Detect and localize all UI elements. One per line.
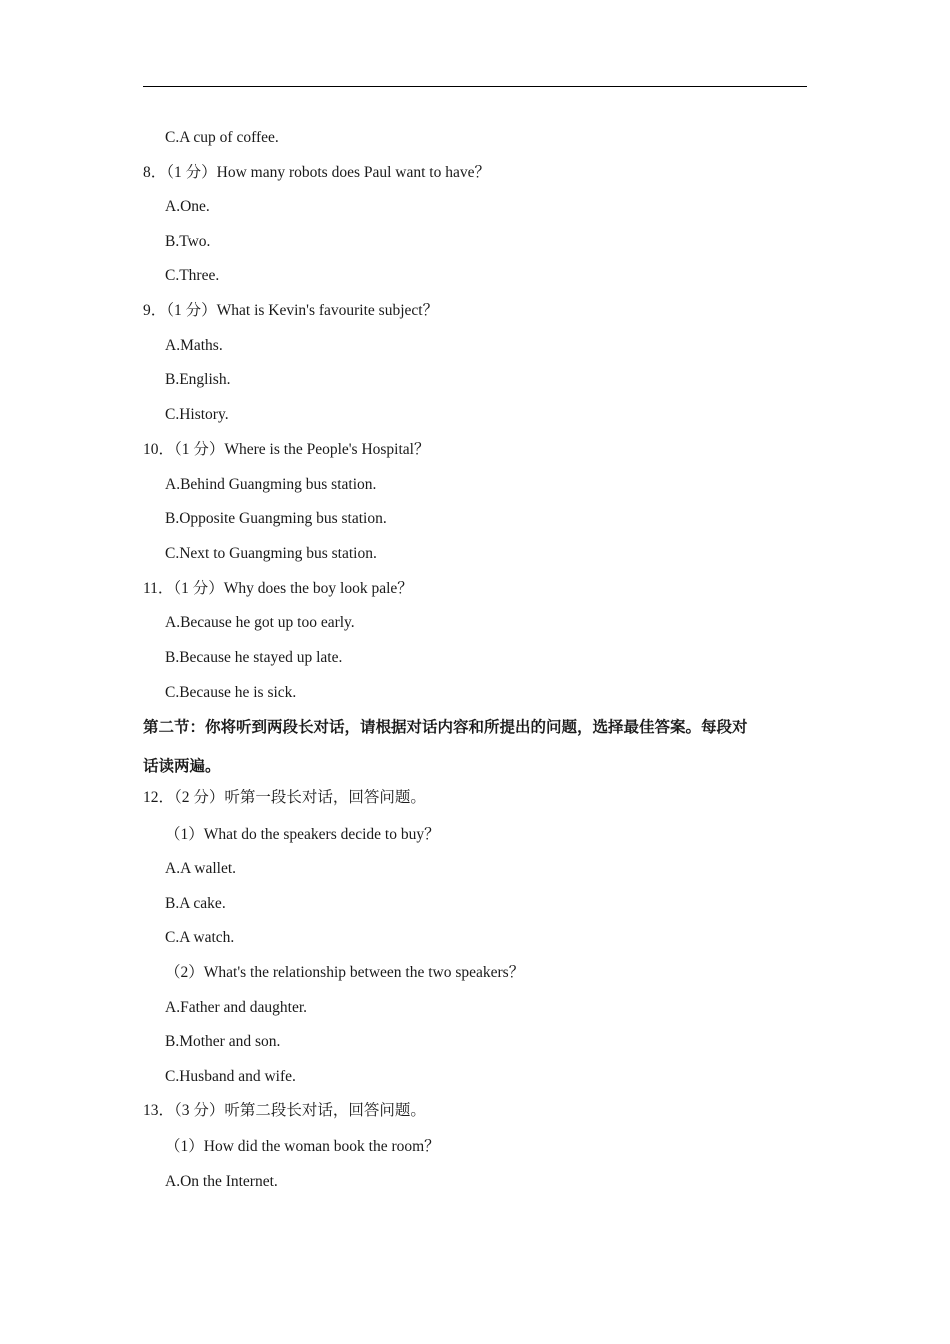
option-8c: C.Three. [165, 267, 220, 284]
option-8a: A.One. [165, 198, 210, 215]
option-10b: B.Opposite Guangming bus station. [165, 510, 387, 527]
option-13-1a: A.On the Internet. [165, 1173, 278, 1190]
option-c-coffee: C.A cup of coffee. [165, 129, 279, 146]
question-12-1: （1）What do the speakers decide to buy？ [165, 826, 440, 843]
question-13-1: （1）How did the woman book the room？ [165, 1138, 440, 1155]
question-10: 10．（1 分）Where is the People's Hospital？ [143, 441, 430, 458]
option-11a: A.Because he got up too early. [165, 614, 355, 631]
question-13: 13．（3 分）听第二段长对话，回答问题。 [143, 1102, 426, 1119]
question-8: 8．（1 分）How many robots does Paul want to have？ [143, 164, 490, 181]
option-8b: B.Two. [165, 233, 211, 250]
option-10a: A.Behind Guangming bus station. [165, 476, 377, 493]
question-12: 12．（2 分）听第一段长对话，回答问题。 [143, 789, 426, 806]
question-9: 9．（1 分）What is Kevin's favourite subject？ [143, 302, 439, 319]
option-12-1c: C.A watch. [165, 929, 235, 946]
option-12-1a: A.A wallet. [165, 860, 237, 877]
question-12-2: （2）What's the relationship between the two speakers？ [165, 964, 525, 981]
section-2-heading-line-2: 话读两遍。 [143, 757, 221, 775]
option-12-2a: A.Father and daughter. [165, 999, 308, 1016]
question-11: 11．（1 分）Why does the boy look pale？ [143, 580, 413, 597]
option-12-1b: B.A cake. [165, 895, 226, 912]
option-9b: B.English. [165, 371, 231, 388]
option-11b: B.Because he stayed up late. [165, 649, 343, 666]
option-12-2b: B.Mother and son. [165, 1033, 281, 1050]
section-2-heading-line-1: 第二节：你将听到两段长对话，请根据对话内容和所提出的问题，选择最佳答案。每段对 [143, 718, 748, 736]
option-11c: C.Because he is sick. [165, 684, 297, 701]
option-12-2c: C.Husband and wife. [165, 1068, 296, 1085]
option-9c: C.History. [165, 406, 229, 423]
header-rule [143, 86, 807, 87]
option-10c: C.Next to Guangming bus station. [165, 545, 377, 562]
option-9a: A.Maths. [165, 337, 223, 354]
